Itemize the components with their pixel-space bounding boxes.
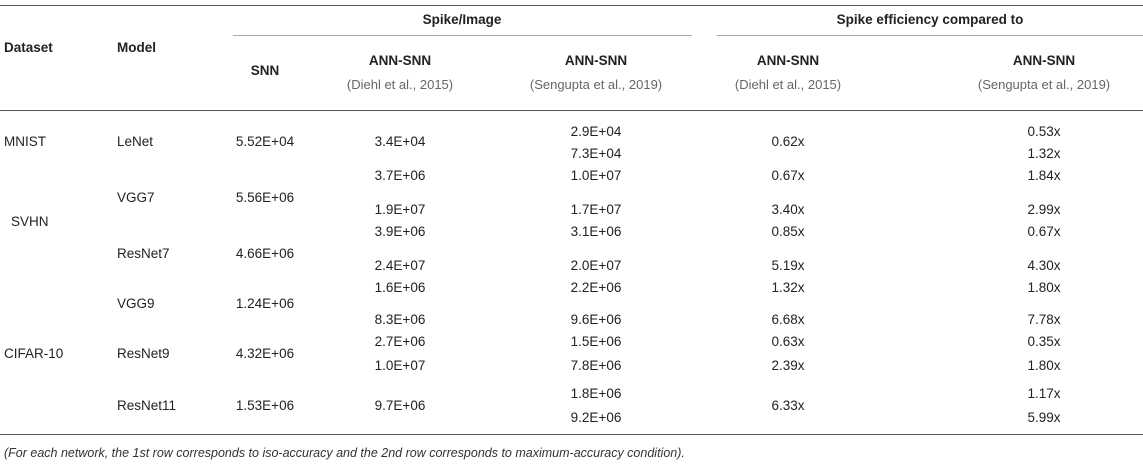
diehl-value: 3.4E+04 xyxy=(374,134,426,149)
sengupta-value: 2.9E+04 xyxy=(570,124,622,139)
eff-sengupta-value: 1.32x xyxy=(1027,146,1061,161)
model-name: VGG7 xyxy=(117,190,155,205)
header-snn: SNN xyxy=(250,63,280,78)
sengupta-value: 1.0E+07 xyxy=(570,168,622,183)
dataset-cifar10: CIFAR-10 xyxy=(4,346,64,361)
header-eff-ann-snn-sengupta: ANN-SNN xyxy=(1012,53,1076,68)
eff-diehl-value: 0.85x xyxy=(771,224,805,239)
eff-sengupta-value: 1.17x xyxy=(1027,386,1061,401)
eff-sengupta-value: 1.80x xyxy=(1027,358,1061,373)
model-name: ResNet11 xyxy=(117,398,177,413)
diehl-value: 3.9E+06 xyxy=(374,224,426,239)
model-name: ResNet9 xyxy=(117,346,170,361)
header-model: Model xyxy=(117,40,156,55)
diehl-value: 1.6E+06 xyxy=(374,280,426,295)
snn-value: 4.32E+06 xyxy=(235,346,295,361)
diehl-value: 1.9E+07 xyxy=(374,202,426,217)
sengupta-value: 1.7E+07 xyxy=(570,202,622,217)
eff-sengupta-value: 4.30x xyxy=(1027,258,1061,273)
header-cite-diehl: (Diehl et al., 2015) xyxy=(346,77,454,92)
spike-efficiency-underline xyxy=(717,35,1143,36)
eff-diehl-value: 3.40x xyxy=(771,202,805,217)
eff-sengupta-value: 0.35x xyxy=(1027,334,1061,349)
sengupta-value: 3.1E+06 xyxy=(570,224,622,239)
dataset-mnist: MNIST xyxy=(4,134,46,149)
snn-value: 1.53E+06 xyxy=(235,398,295,413)
diehl-value: 2.7E+06 xyxy=(374,334,426,349)
sengupta-value: 7.8E+06 xyxy=(570,358,622,373)
header-ann-snn-sengupta: ANN-SNN xyxy=(564,53,628,68)
snn-value: 1.24E+06 xyxy=(235,296,295,311)
eff-sengupta-value: 1.84x xyxy=(1027,168,1061,183)
bottom-rule xyxy=(0,434,1143,435)
sengupta-value: 1.8E+06 xyxy=(570,386,622,401)
eff-diehl-value: 6.68x xyxy=(771,312,805,327)
diehl-value: 2.4E+07 xyxy=(374,258,426,273)
header-rule xyxy=(0,110,1143,111)
eff-sengupta-value: 7.78x xyxy=(1027,312,1061,327)
sengupta-value: 2.0E+07 xyxy=(570,258,622,273)
snn-value: 5.52E+04 xyxy=(235,134,295,149)
header-ann-snn-diehl: ANN-SNN xyxy=(368,53,432,68)
diehl-value: 9.7E+06 xyxy=(374,398,426,413)
sengupta-value: 9.2E+06 xyxy=(570,410,622,425)
eff-diehl-value: 2.39x xyxy=(771,358,805,373)
sengupta-value: 7.3E+04 xyxy=(570,146,622,161)
header-eff-cite-diehl: (Diehl et al., 2015) xyxy=(734,77,842,92)
eff-diehl-value: 5.19x xyxy=(771,258,805,273)
header-dataset: Dataset xyxy=(4,40,53,55)
model-name: ResNet7 xyxy=(117,246,170,261)
header-cite-sengupta: (Sengupta et al., 2019) xyxy=(529,77,663,92)
diehl-value: 1.0E+07 xyxy=(374,358,426,373)
model-name: VGG9 xyxy=(117,296,155,311)
spike-image-underline xyxy=(233,35,692,36)
top-rule xyxy=(0,5,1143,6)
sengupta-value: 1.5E+06 xyxy=(570,334,622,349)
eff-sengupta-value: 1.80x xyxy=(1027,280,1061,295)
diehl-value: 3.7E+06 xyxy=(374,168,426,183)
diehl-value: 8.3E+06 xyxy=(374,312,426,327)
eff-diehl-value: 0.62x xyxy=(771,134,805,149)
header-eff-cite-sengupta: (Sengupta et al., 2019) xyxy=(977,77,1111,92)
header-spike-efficiency: Spike efficiency compared to xyxy=(836,12,1024,27)
eff-diehl-value: 0.67x xyxy=(771,168,805,183)
dataset-svhn: SVHN xyxy=(11,214,49,229)
eff-diehl-value: 6.33x xyxy=(771,398,805,413)
header-eff-ann-snn-diehl: ANN-SNN xyxy=(756,53,820,68)
table-footnote: (For each network, the 1st row corresponds to iso-accuracy and the 2nd row corresponds to maximum-accuracy condition). xyxy=(4,446,685,460)
sengupta-value: 2.2E+06 xyxy=(570,280,622,295)
eff-sengupta-value: 5.99x xyxy=(1027,410,1061,425)
sengupta-value: 9.6E+06 xyxy=(570,312,622,327)
header-spike-image: Spike/Image xyxy=(422,12,502,27)
eff-sengupta-value: 0.53x xyxy=(1027,124,1061,139)
eff-sengupta-value: 0.67x xyxy=(1027,224,1061,239)
eff-diehl-value: 0.63x xyxy=(771,334,805,349)
snn-value: 5.56E+06 xyxy=(235,190,295,205)
eff-sengupta-value: 2.99x xyxy=(1027,202,1061,217)
snn-value: 4.66E+06 xyxy=(235,246,295,261)
model-name: LeNet xyxy=(117,134,154,149)
eff-diehl-value: 1.32x xyxy=(771,280,805,295)
